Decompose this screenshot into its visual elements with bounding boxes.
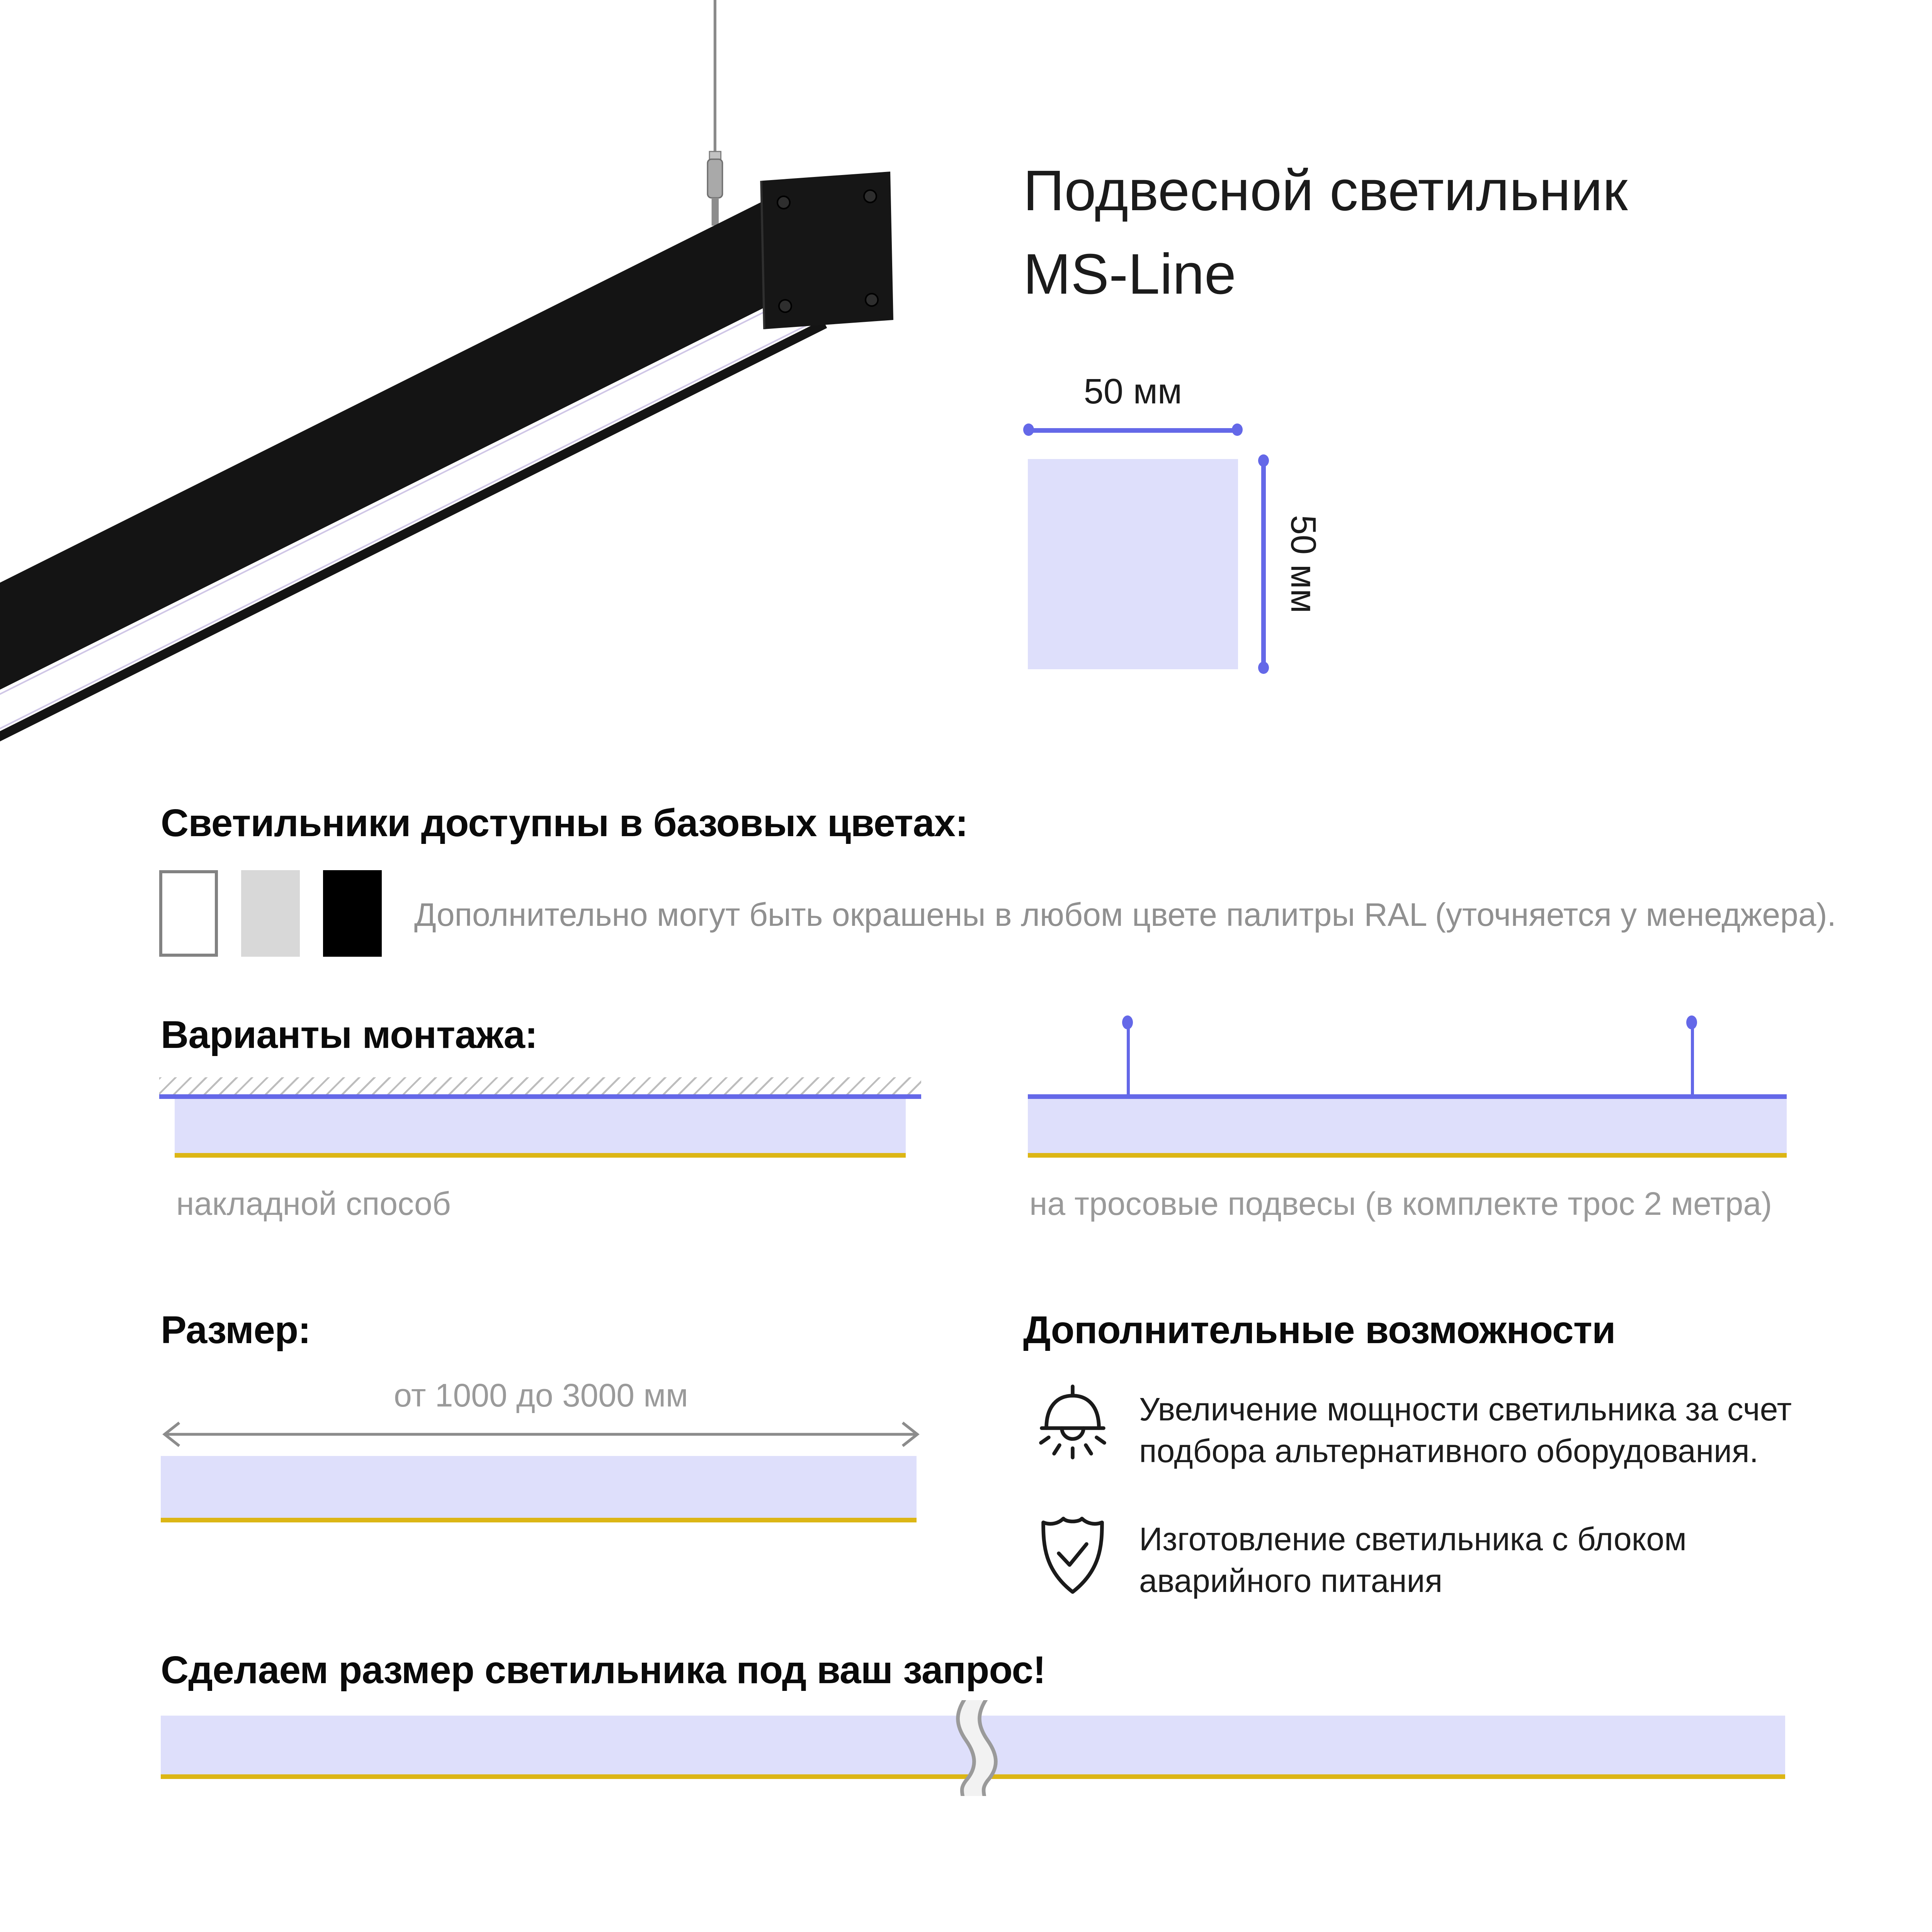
cable-gripper bbox=[707, 159, 722, 198]
ral-note-text: Дополнительно могут быть окрашены в любом цвете палитры RAL (уточняется у менеджера). bbox=[414, 898, 1836, 934]
size-luminaire-bar bbox=[161, 1456, 917, 1518]
suspension-rod bbox=[1691, 1026, 1694, 1096]
end-cap-screw bbox=[779, 300, 791, 312]
dimension-endpoint-dot bbox=[1232, 423, 1243, 436]
color-swatch-black bbox=[323, 870, 382, 957]
double-arrow-icon bbox=[159, 1420, 923, 1448]
cable-tip bbox=[712, 198, 719, 226]
colors-section-heading: Светильники доступны в базовых цветах: bbox=[161, 802, 968, 845]
surface-mount-caption: накладной способ bbox=[176, 1187, 451, 1223]
break-squiggle-icon bbox=[951, 1700, 1003, 1796]
page-title bbox=[1023, 150, 1628, 317]
width-dimension-label: 50 мм bbox=[1083, 371, 1182, 411]
cable-ring bbox=[709, 151, 721, 159]
custom-size-heading: Сделаем размер светильника под ваш запрос! bbox=[161, 1649, 1046, 1692]
profile-cross-section bbox=[1028, 459, 1238, 669]
pendant-luminaire-render bbox=[0, 0, 901, 773]
suspension-rod bbox=[1127, 1026, 1130, 1096]
surface-mount-light-line bbox=[175, 1152, 906, 1157]
cable-mount-top-line bbox=[1028, 1094, 1787, 1099]
color-swatch-gray bbox=[241, 870, 300, 957]
cable-mount-caption: на тросовые подвесы (в комплекте трос 2 метра) bbox=[1029, 1187, 1772, 1223]
height-dimension-label: 50 мм bbox=[1284, 515, 1324, 614]
lamp-product-image bbox=[0, 0, 901, 773]
end-cap-screw bbox=[866, 294, 878, 306]
page-title-line2: MS-Line bbox=[1023, 243, 1236, 306]
dimension-endpoint-dot bbox=[1257, 662, 1268, 674]
end-cap-screw bbox=[864, 190, 876, 202]
size-light-line bbox=[161, 1518, 917, 1523]
size-section-heading: Размер: bbox=[161, 1309, 311, 1352]
shield-check-icon bbox=[1037, 1507, 1108, 1597]
dimension-endpoint-dot bbox=[1023, 423, 1034, 436]
surface-mount-ceiling-line bbox=[159, 1094, 921, 1099]
page-title-line1: Подвесной светильник bbox=[1023, 159, 1628, 223]
feature-power-text: Увеличение мощности светильника за счет подбора альтернативного оборудования. bbox=[1139, 1393, 1792, 1470]
features-section-heading: Дополнительные возможности bbox=[1023, 1309, 1616, 1352]
ceiling-hatch bbox=[159, 1077, 921, 1094]
cable-mount-luminaire-bar bbox=[1028, 1099, 1787, 1152]
height-dimension-line bbox=[1261, 459, 1265, 669]
mounting-section-heading: Варианты монтажа: bbox=[161, 1014, 537, 1057]
size-range-label: от 1000 до 3000 мм bbox=[394, 1379, 688, 1414]
pendant-lamp-icon bbox=[1034, 1383, 1111, 1470]
surface-mount-luminaire-bar bbox=[175, 1099, 906, 1152]
cable-mount-light-line bbox=[1028, 1152, 1787, 1157]
dimension-endpoint-dot bbox=[1257, 454, 1268, 467]
width-dimension-line bbox=[1026, 428, 1240, 432]
end-cap-screw bbox=[777, 196, 790, 209]
feature-emergency-text: Изготовление светильника с блоком аварийного питания bbox=[1139, 1522, 1687, 1600]
color-swatch-white bbox=[159, 870, 218, 957]
